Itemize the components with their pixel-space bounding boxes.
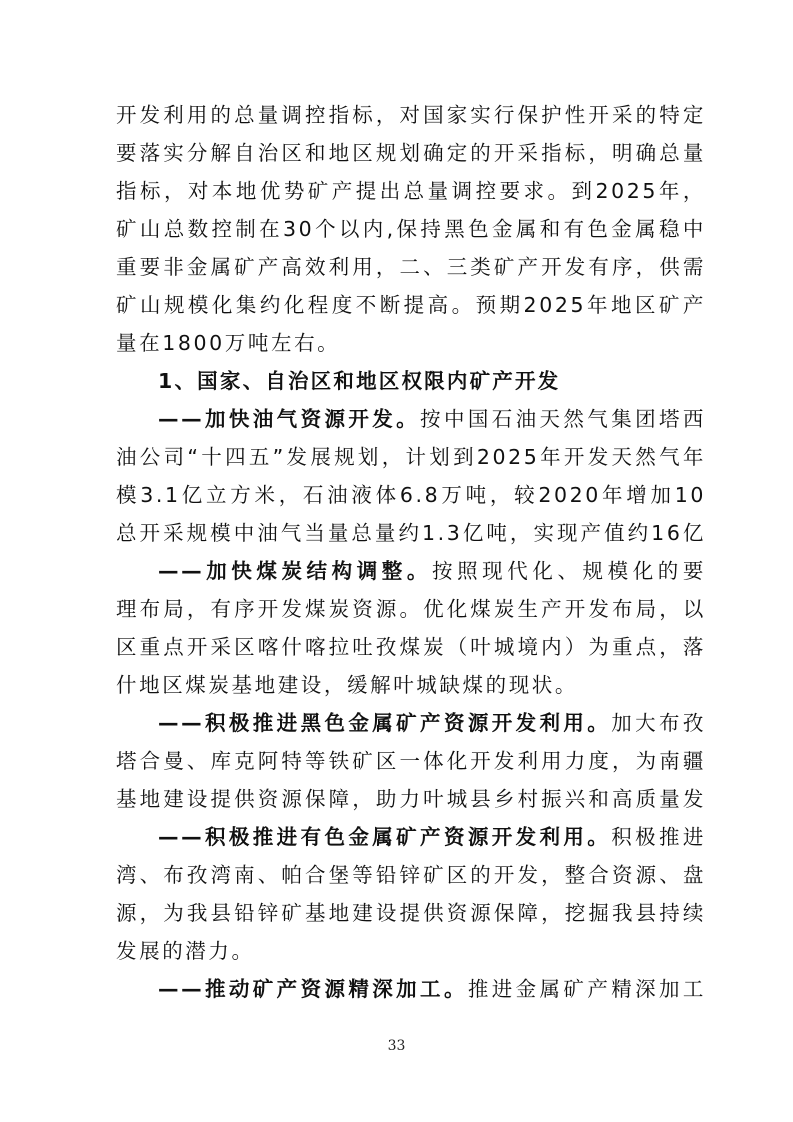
paragraph-lead: ——积极推进黑色金属矿产资源开发利用。 [158,711,612,735]
paragraph-lead: ——推动矿产资源精深加工。 [158,977,468,1001]
text-line: 要落实分解自治区和地区规划确定的开采指标，明确总量 [116,141,706,165]
paragraph-text: 按照现代化、规模化的要 [432,559,706,583]
paragraph-text: 积极推进 [611,825,706,849]
text-line: 模3.1亿立方米，石油液体6.8万吨，较2020年增加10 [116,483,706,507]
paragraph-first-line [116,400,706,438]
paragraph-lead: ——加快油气资源开发。 [158,407,421,431]
text-line: 基地建设提供资源保障，助力叶城县乡村振兴和高质量发 [116,787,706,811]
paragraph-first-line [116,970,706,1008]
text-line: 指标，对本地优势矿产提出总量调控要求。到2025年， [116,179,706,203]
text-line: 量在1800万吨左右。 [116,331,341,355]
paragraph-text: 推进金属矿产精深加工 [467,977,706,1001]
text-line: 塔合曼、库克阿特等铁矿区一体化开发利用力度，为南疆 [116,749,706,773]
page-number: 33 [387,1038,406,1054]
text-line: 理布局，有序开发煤炭资源。优化煤炭生产开发布局，以 [116,597,706,621]
paragraph-lead: ——加快煤炭结构调整。 [158,559,432,583]
body-text [116,96,706,1008]
paragraph-lead: ——积极推进有色金属矿产资源开发利用。 [158,825,612,849]
text-line: 开发利用的总量调控指标，对国家实行保护性开采的特定 [116,103,706,127]
text-line: 重要非金属矿产高效利用，二、三类矿产开发有序，供需 [116,255,706,279]
paragraph-text: 按中国石油天然气集团塔西 [420,407,706,431]
section-heading: 1、国家、自治区和地区权限内矿产开发 [158,369,561,393]
paragraph-text: 加大布孜 [611,711,706,735]
text-line: 发展的潜力。 [116,939,255,963]
text-line: 湾、布孜湾南、帕合堡等铅锌矿区的开发，整合资源、盘 [116,863,706,887]
paragraph-first-line [116,552,706,590]
paragraph-first-line [116,704,706,742]
text-line: 油公司“十四五”发展规划，计划到2025年开发天然气年 [116,445,706,469]
text-line: 总开采规模中油气当量总量约1.3亿吨，实现产值约16亿 [116,521,706,545]
text-line: 区重点开采区喀什喀拉吐孜煤炭（叶城境内）为重点，落 [116,635,706,659]
text-line: 什地区煤炭基地建设，缓解叶城缺煤的现状。 [116,673,578,697]
text-line: 矿山总数控制在30个以内,保持黑色金属和有色金属稳中 [116,217,706,241]
text-line: 矿山规模化集约化程度不断提高。预期2025年地区矿产 [116,293,706,317]
paragraph-first-line [116,818,706,856]
text-line: 源，为我县铅锌矿基地建设提供资源保障，挖掘我县持续 [116,901,706,925]
